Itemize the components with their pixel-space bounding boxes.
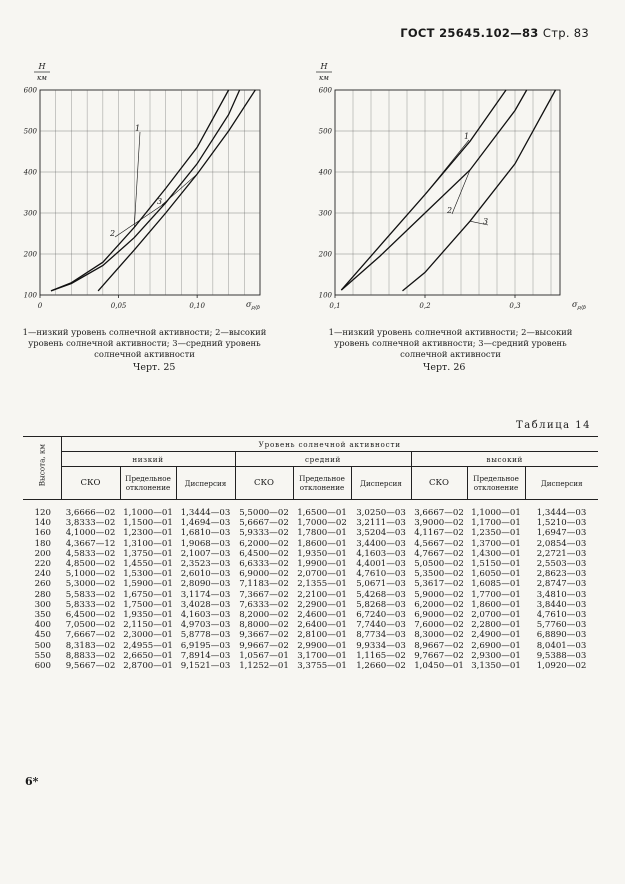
plot-frame	[335, 90, 560, 295]
x-axis-label: $\sigma_{\rho/\rhō}$	[572, 300, 586, 311]
value-cell: 1,0450—01	[414, 661, 464, 672]
value-cell: 2,6900—01	[471, 640, 521, 651]
value-cell: 5,4268—03	[356, 589, 406, 600]
table-row	[23, 528, 598, 538]
y-tick-label: 400	[318, 168, 332, 177]
value-cell: 6,9000—02	[239, 569, 289, 580]
group-header: Уровень солнечной активности	[61, 437, 598, 452]
series-line-1	[341, 90, 506, 290]
value-cell: 5,7760—03	[536, 620, 587, 631]
value-cell: 4,7610—03	[536, 610, 587, 621]
value-cell: 3,4400—03	[356, 538, 406, 549]
y-tick-label: 100	[318, 291, 332, 300]
value-cell: 2,6400—01	[297, 620, 347, 631]
value-cell: 3,8440—03	[536, 599, 587, 610]
col-sko: СКО	[61, 467, 120, 500]
value-cell: 7,6000—02	[414, 620, 464, 631]
height-cell: 160	[34, 528, 51, 539]
value-cell: 5,5000—02	[239, 508, 289, 518]
value-cell: 3,6667—02	[414, 508, 464, 518]
value-cell: 3,2111—03	[356, 518, 406, 529]
y-tick-label: 200	[318, 250, 332, 259]
value-cell: 1,6810—03	[180, 528, 231, 539]
series-label: 1	[464, 132, 470, 141]
y-tick-label: 400	[23, 168, 37, 177]
doc-number: ГОСТ 25645.102—83	[400, 26, 539, 40]
value-cell: 5,9333—02	[239, 528, 289, 539]
col-disp: Дисперсия	[351, 467, 411, 500]
value-cell: 2,0700—01	[297, 569, 347, 580]
table-row	[23, 539, 598, 549]
height-cell: 180	[34, 538, 51, 549]
value-cell: 7,8914—03	[180, 650, 231, 661]
value-cell: 3,3755—01	[297, 661, 347, 672]
height-cell: 140	[34, 518, 51, 529]
value-cell: 1,7500—01	[123, 599, 173, 610]
height-cell: 120	[34, 508, 51, 518]
value-cell: 1,2660—02	[356, 661, 406, 672]
value-cell: 1,1165—02	[356, 650, 406, 661]
table-row	[23, 620, 598, 630]
value-cell: 3,1700—01	[297, 650, 347, 661]
value-cell: 4,5833—02	[65, 548, 116, 559]
value-cell: 2,8090—03	[180, 579, 231, 590]
value-cell: 4,4001—03	[356, 559, 406, 570]
series-line-2	[51, 90, 240, 291]
value-cell: 4,7667—02	[414, 548, 464, 559]
height-cell: 450	[34, 630, 51, 641]
group-high: высокий	[411, 452, 598, 467]
value-cell: 1,7700—01	[471, 589, 521, 600]
value-cell: 2,1007—03	[180, 548, 231, 559]
value-cell: 1,3100—01	[123, 538, 173, 549]
value-cell: 2,2900—01	[297, 599, 347, 610]
height-cell: 400	[34, 620, 51, 631]
value-cell: 1,4300—01	[471, 548, 521, 559]
y-tick-label: 300	[318, 209, 332, 218]
value-cell: 9,7667—02	[414, 650, 464, 661]
table-row	[23, 610, 598, 620]
value-cell: 1,6500—01	[297, 508, 347, 518]
value-cell: 1,9900—01	[297, 559, 347, 570]
table-row	[23, 651, 598, 661]
series-label: 2	[447, 206, 453, 215]
value-cell: 7,0500—02	[65, 620, 116, 631]
value-cell: 8,8833—02	[65, 650, 116, 661]
value-cell: 1,0567—01	[239, 650, 289, 661]
value-cell: 1,2300—01	[123, 528, 173, 539]
table-row	[23, 661, 598, 671]
value-cell: 4,1167—02	[414, 528, 464, 539]
value-cell: 4,1603—03	[180, 610, 231, 621]
value-cell: 3,4810—03	[536, 589, 587, 600]
y-tick-label: 100	[23, 291, 37, 300]
x-tick-label: 0,3	[509, 302, 521, 310]
value-cell: 2,2721—03	[536, 548, 587, 559]
value-cell: 3,0250—03	[356, 508, 406, 518]
col-pred: Предельное отклонение	[293, 467, 351, 500]
height-header: Высота, км	[37, 443, 47, 486]
value-cell: 5,5833—02	[65, 589, 116, 600]
value-cell: 8,8000—02	[239, 620, 289, 631]
value-cell: 2,1355—01	[297, 579, 347, 590]
value-cell: 2,8747—03	[536, 579, 587, 590]
caption-chart-25	[22, 327, 267, 360]
group-medium: средний	[235, 452, 411, 467]
value-cell: 1,1500—01	[123, 518, 173, 529]
value-cell: 3,4028—03	[180, 599, 231, 610]
value-cell: 5,0671—03	[356, 579, 406, 590]
value-cell: 8,3183—02	[65, 640, 116, 651]
series-label: 3	[483, 217, 489, 226]
value-cell: 8,3000—02	[414, 630, 464, 641]
value-cell: 1,4550—01	[123, 559, 173, 570]
figure-label-26: Черт. 26	[423, 362, 466, 373]
value-cell: 5,3617—02	[414, 579, 464, 590]
series-line-3	[98, 90, 255, 291]
value-cell: 9,5388—03	[536, 650, 587, 661]
table-row	[23, 518, 598, 528]
value-cell: 1,7800—01	[297, 528, 347, 539]
value-cell: 1,7000—02	[297, 518, 347, 529]
value-cell: 6,6333—02	[239, 559, 289, 570]
col-sko: СКО	[411, 467, 467, 500]
value-cell: 4,1000—02	[65, 528, 116, 539]
value-cell: 5,1000—02	[65, 569, 116, 580]
value-cell: 2,2800—01	[471, 620, 521, 631]
value-cell: 1,6750—01	[123, 589, 173, 600]
y-tick-label: 500	[318, 127, 332, 136]
value-cell: 9,9334—03	[356, 640, 406, 651]
value-cell: 3,9000—02	[414, 518, 464, 529]
x-tick-label: 0,2	[419, 302, 431, 310]
col-sko: СКО	[235, 467, 293, 500]
value-cell: 2,4600—01	[297, 610, 347, 621]
value-cell: 1,5150—01	[471, 559, 521, 570]
value-cell: 1,8600—01	[297, 538, 347, 549]
page-header	[400, 26, 589, 40]
data-table	[23, 436, 598, 671]
value-cell: 6,2000—02	[239, 538, 289, 549]
value-cell: 2,0854—03	[536, 538, 587, 549]
value-cell: 1,6050—01	[471, 569, 521, 580]
value-cell: 4,1603—03	[356, 548, 406, 559]
height-cell: 600	[34, 661, 51, 672]
col-disp: Дисперсия	[525, 467, 598, 500]
value-cell: 1,8600—01	[471, 599, 521, 610]
series-leader	[115, 203, 166, 237]
value-cell: 8,0401—03	[536, 640, 587, 651]
value-cell: 4,8500—02	[65, 559, 116, 570]
value-cell: 6,4500—02	[65, 610, 116, 621]
page-number: Стр. 83	[542, 26, 589, 40]
caption-line: 1—низкий уровень солнечной активности; 2—высокий	[22, 327, 267, 337]
caption-line: солнечной активности	[400, 349, 501, 359]
x-tick-label: 0,10	[189, 302, 205, 310]
height-cell: 220	[34, 559, 51, 570]
x-tick-label: 0,05	[110, 302, 127, 310]
height-cell: 200	[34, 548, 51, 559]
height-cell: 350	[34, 610, 51, 621]
table-row	[23, 559, 598, 569]
value-cell: 1,5900—01	[123, 579, 173, 590]
value-cell: 7,7440—03	[356, 620, 406, 631]
value-cell: 1,0920—02	[536, 661, 587, 672]
value-cell: 1,9350—01	[297, 548, 347, 559]
value-cell: 2,3523—03	[180, 559, 231, 570]
value-cell: 1,1252—01	[239, 661, 289, 672]
value-cell: 3,6666—02	[65, 508, 116, 518]
value-cell: 3,1350—01	[471, 661, 521, 672]
value-cell: 6,9195—03	[180, 640, 231, 651]
x-tick-label: 0	[37, 302, 43, 310]
value-cell: 4,7610—03	[356, 569, 406, 580]
value-cell: 1,6085—01	[471, 579, 521, 590]
value-cell: 1,1000—01	[471, 508, 521, 518]
value-cell: 2,8100—01	[297, 630, 347, 641]
value-cell: 6,8890—03	[536, 630, 587, 641]
height-cell: 500	[34, 640, 51, 651]
caption-line: 1—низкий уровень солнечной активности; 2—высокий	[328, 327, 573, 337]
value-cell: 6,2000—02	[414, 599, 464, 610]
value-cell: 3,1174—03	[180, 589, 231, 600]
value-cell: 2,9300—01	[471, 650, 521, 661]
table-row	[23, 641, 598, 651]
series-line-1	[51, 90, 229, 291]
table-row	[23, 590, 598, 600]
value-cell: 1,1000—01	[123, 508, 173, 518]
table-row	[23, 579, 598, 589]
value-cell: 5,8333—02	[65, 599, 116, 610]
series-label: 3	[157, 197, 163, 206]
series-leader	[162, 174, 197, 205]
value-cell: 5,0500—02	[414, 559, 464, 570]
value-cell: 8,2000—02	[239, 610, 289, 621]
value-cell: 1,9350—01	[123, 610, 173, 621]
height-cell: 550	[34, 650, 51, 661]
col-pred: Предельное отклонение	[120, 467, 176, 500]
x-axis-label: $\sigma_{\rho/\rhō}$	[246, 300, 260, 311]
height-cell: 240	[34, 569, 51, 580]
value-cell: 5,8778—03	[180, 630, 231, 641]
value-cell: 2,3000—01	[123, 630, 173, 641]
y-tick-label: 600	[318, 86, 332, 95]
figure-label-25: Черт. 25	[133, 362, 176, 373]
y-unit-bottom: км	[37, 74, 47, 82]
caption-line: солнечной активности	[94, 349, 195, 359]
value-cell: 2,6650—01	[123, 650, 173, 661]
value-cell: 2,1150—01	[123, 620, 173, 631]
value-cell: 2,6010—03	[180, 569, 231, 580]
value-cell: 2,0700—01	[471, 610, 521, 621]
y-tick-label: 300	[23, 209, 37, 218]
value-cell: 7,3667—02	[239, 589, 289, 600]
caption-chart-26	[328, 327, 573, 360]
value-cell: 1,6947—03	[536, 528, 587, 539]
series-label: 2	[110, 229, 116, 238]
value-cell: 7,1183—02	[239, 579, 289, 590]
table-row	[23, 569, 598, 579]
table-row	[23, 630, 598, 640]
y-unit-top: H	[320, 62, 328, 71]
value-cell: 1,3444—03	[180, 508, 231, 518]
value-cell: 5,8268—03	[356, 599, 406, 610]
value-cell: 3,8333—02	[65, 518, 116, 529]
chart-26	[302, 60, 592, 322]
x-tick-label: 0,1	[329, 302, 341, 310]
table-row	[23, 549, 598, 559]
value-cell: 2,9900—01	[297, 640, 347, 651]
value-cell: 1,3444—03	[536, 508, 587, 518]
value-cell: 8,7734—03	[356, 630, 406, 641]
y-tick-label: 600	[23, 86, 37, 95]
height-header-cell	[23, 437, 61, 500]
page-mark: 6*	[25, 775, 39, 788]
value-cell: 2,4900—01	[471, 630, 521, 641]
group-low: низкий	[61, 452, 235, 467]
caption-line: уровень солнечной активности; 3—средний уровень	[28, 338, 261, 348]
y-tick-label: 200	[23, 250, 37, 259]
value-cell: 3,5204—03	[356, 528, 406, 539]
value-cell: 4,9703—03	[180, 620, 231, 631]
table-row	[23, 600, 598, 610]
col-disp: Дисперсия	[176, 467, 235, 500]
value-cell: 9,3667—02	[239, 630, 289, 641]
value-cell: 5,3000—02	[65, 579, 116, 590]
value-cell: 1,2350—01	[471, 528, 521, 539]
value-cell: 4,3667—12	[65, 538, 116, 549]
value-cell: 4,5667—02	[414, 538, 464, 549]
value-cell: 2,8623—03	[536, 569, 587, 580]
series-label: 1	[135, 124, 141, 133]
value-cell: 2,5503—03	[536, 559, 587, 570]
height-cell: 300	[34, 599, 51, 610]
value-cell: 1,9068—03	[180, 538, 231, 549]
table-title: Таблица 14	[516, 420, 591, 431]
value-cell: 1,5210—03	[536, 518, 587, 529]
value-cell: 9,9667—02	[239, 640, 289, 651]
value-cell: 1,3750—01	[123, 548, 173, 559]
value-cell: 9,5667—02	[65, 661, 116, 672]
value-cell: 1,5300—01	[123, 569, 173, 580]
value-cell: 2,2100—01	[297, 589, 347, 600]
series-leader	[425, 140, 469, 195]
table-row	[23, 500, 598, 519]
value-cell: 5,3500—02	[414, 569, 464, 580]
value-cell: 6,4500—02	[239, 548, 289, 559]
y-unit-top: H	[38, 62, 46, 71]
value-cell: 1,3700—01	[471, 538, 521, 549]
value-cell: 2,8700—01	[123, 661, 173, 672]
value-cell: 5,6667—02	[239, 518, 289, 529]
value-cell: 7,6333—02	[239, 599, 289, 610]
chart-25	[10, 60, 290, 322]
value-cell: 6,7240—03	[356, 610, 406, 621]
col-pred: Предельное отклонение	[467, 467, 525, 500]
value-cell: 5,9000—02	[414, 589, 464, 600]
value-cell: 9,1521—03	[180, 661, 231, 672]
value-cell: 8,9667—02	[414, 640, 464, 651]
caption-line: уровень солнечной активности; 3—средний уровень	[334, 338, 567, 348]
height-cell: 260	[34, 579, 51, 590]
height-cell: 280	[34, 589, 51, 600]
value-cell: 1,1700—01	[471, 518, 521, 529]
value-cell: 6,9000—02	[414, 610, 464, 621]
series-line-2	[341, 90, 526, 290]
value-cell: 1,4694—03	[180, 518, 231, 529]
y-tick-label: 500	[23, 127, 37, 136]
value-cell: 7,6667—02	[65, 630, 116, 641]
y-unit-bottom: км	[319, 74, 329, 82]
value-cell: 2,4955—01	[123, 640, 173, 651]
